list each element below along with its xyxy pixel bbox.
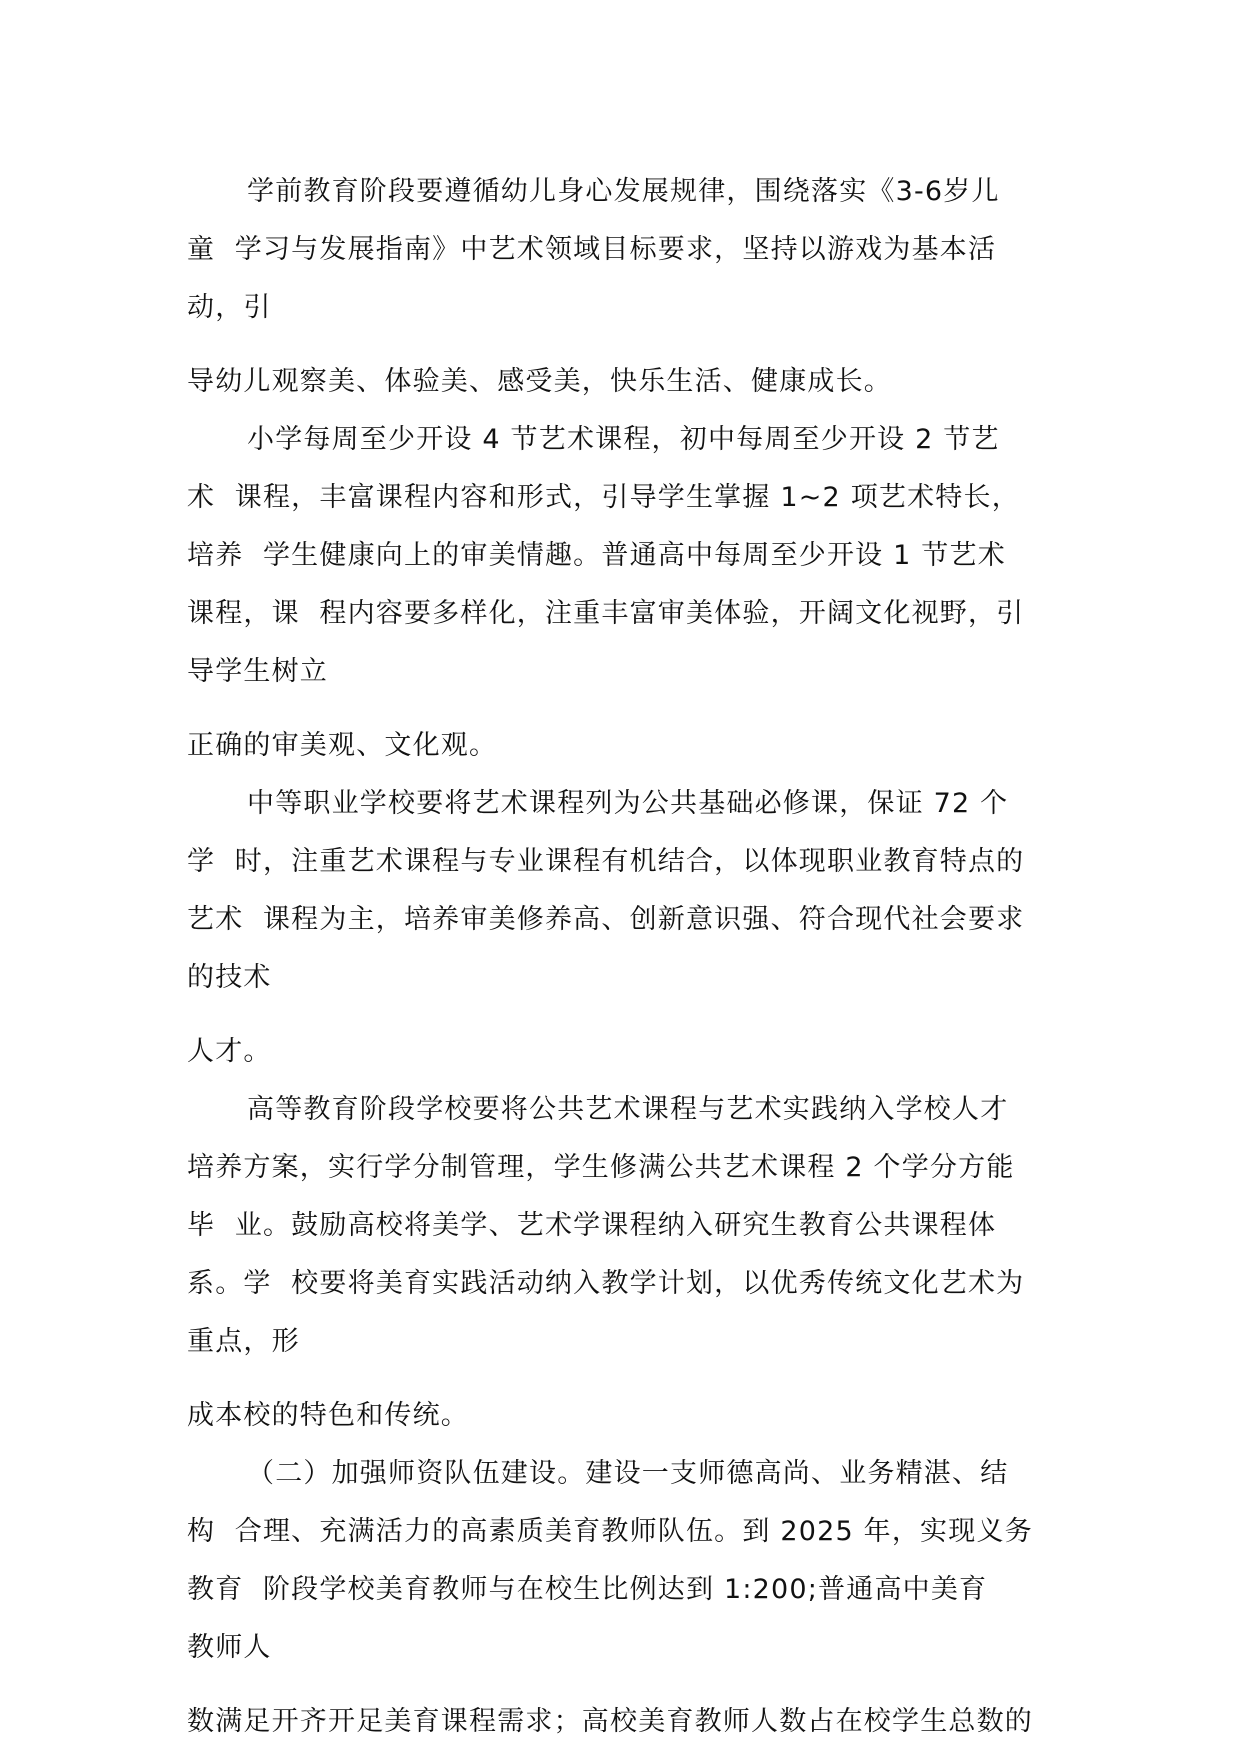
text-line: 毕 业。鼓励高校将美学、艺术学课程纳入研究生教育公共课程体 — [187, 1210, 997, 1241]
text-line: 培养 学生健康向上的审美情趣。普通高中每周至少开设 1 节艺术 — [187, 540, 1006, 571]
text-line: 艺术 课程为主，培养审美修养高、创新意识强、符合现代社会要求 — [187, 904, 1025, 935]
text-line: 系。学 校要将美育实践活动纳入教学计划，以优秀传统文化艺术为 — [187, 1268, 1025, 1299]
text-line: 导幼儿观察美、体验美、感受美，快乐生活、健康成长。 — [187, 366, 892, 397]
text-line: 童 学习与发展指南》中艺术领域目标要求，坚持以游戏为基本活 — [187, 234, 997, 265]
text-line: 学 时，注重艺术课程与专业课程有机结合，以体现职业教育特点的 — [187, 846, 1025, 877]
text-line: 的技术 — [187, 962, 272, 993]
text-line: 课程，课 程内容要多样化，注重丰富审美体验，开阔文化视野，引 — [187, 598, 1025, 629]
text-line: 术 课程，丰富课程内容和形式，引导学生掌握 1~2 项艺术特长， — [187, 482, 1020, 513]
text-line: 小学每周至少开设 4 节艺术课程，初中每周至少开设 2 节艺 — [247, 424, 1000, 455]
text-line: 数满足开齐开足美育课程需求；高校美育教师人数占在校学生总数的 — [187, 1706, 1033, 1737]
text-line: 人才。 — [187, 1036, 272, 1067]
text-line: 中等职业学校要将艺术课程列为公共基础必修课，保证 72 个 — [247, 788, 1009, 819]
text-line: 重点，形 — [187, 1326, 300, 1357]
text-line: 教育 阶段学校美育教师与在校生比例达到 1:200;普通高中美育 — [187, 1574, 988, 1605]
text-line: 动，引 — [187, 292, 272, 323]
text-line: 培养方案，实行学分制管理，学生修满公共艺术课程 2 个学分方能 — [187, 1152, 1015, 1183]
text-line: 构 合理、充满活力的高素质美育教师队伍。到 2025 年，实现义务 — [187, 1516, 1033, 1547]
text-line: 导学生树立 — [187, 656, 328, 687]
document-body — [187, 163, 1057, 1751]
text-line: 学前教育阶段要遵循幼儿身心发展规律，围绕落实《3-6岁儿 — [247, 176, 1000, 207]
text-line: 正确的审美观、文化观。 — [187, 730, 498, 761]
text-line: 成本校的特色和传统。 — [187, 1400, 469, 1431]
text-line: 高等教育阶段学校要将公共艺术课程与艺术实践纳入学校人才 — [247, 1094, 1009, 1125]
text-line: （二）加强师资队伍建设。建设一支师德高尚、业务精湛、结 — [247, 1458, 1009, 1489]
text-line: 教师人 — [187, 1632, 272, 1663]
